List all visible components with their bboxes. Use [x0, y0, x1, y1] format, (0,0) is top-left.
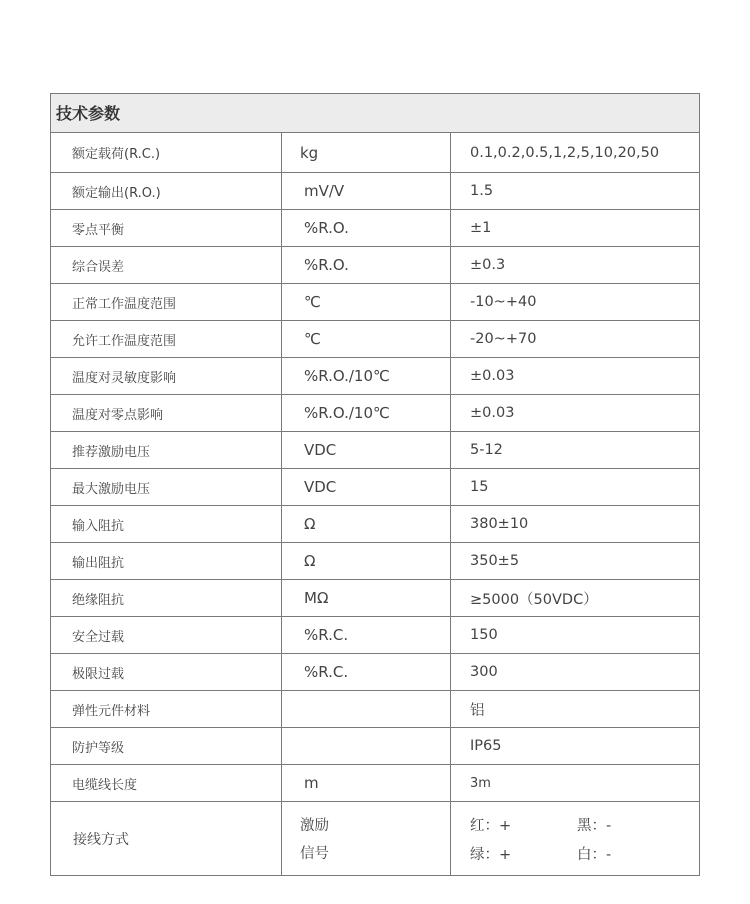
table-row: [51, 284, 699, 321]
param-name: 接线方式: [51, 802, 282, 875]
param-unit: mV/V: [282, 173, 451, 209]
param-unit: MΩ: [282, 580, 451, 616]
param-value: 150: [470, 627, 498, 643]
table-row: [51, 173, 699, 210]
param-name: 绝缘阻抗: [51, 580, 282, 616]
param-value: 350±5: [470, 553, 520, 569]
param-unit: m: [282, 765, 451, 801]
wire-red: 红：+: [470, 817, 512, 834]
param-name: 零点平衡: [51, 210, 282, 246]
table-row: [51, 765, 699, 802]
table-row: [51, 321, 699, 358]
param-name: 温度对灵敏度影响: [51, 358, 282, 394]
param-unit: %R.C.: [282, 654, 451, 690]
param-value: 15: [470, 479, 489, 495]
param-name: 防护等级: [51, 728, 282, 764]
table-row: [51, 133, 699, 173]
param-unit: VDC: [282, 432, 451, 468]
param-name: 极限过载: [51, 654, 282, 690]
wiring-label-signal: 信号: [300, 846, 329, 862]
param-unit: Ω: [282, 543, 451, 579]
param-name: 额定载荷(R.C.): [51, 133, 282, 172]
table-row: [51, 247, 699, 284]
param-name: 允许工作温度范围: [51, 321, 282, 357]
param-name: 综合误差: [51, 247, 282, 283]
param-value: 300: [470, 664, 498, 680]
param-name: 推荐激励电压: [51, 432, 282, 468]
table-row: [51, 395, 699, 432]
param-unit: kg: [282, 133, 451, 172]
wiring-labels: [282, 802, 451, 875]
param-value: ±0.03: [470, 368, 515, 384]
param-value: 5-12: [470, 442, 503, 458]
table-row: [51, 432, 699, 469]
param-name: 电缆线长度: [51, 765, 282, 801]
table-row: [51, 654, 699, 691]
param-unit: %R.O./10℃: [282, 395, 451, 431]
table-row: [51, 728, 699, 765]
param-value: 380±10: [470, 516, 529, 532]
param-value: 3m: [470, 775, 491, 791]
param-unit: [282, 728, 451, 764]
param-unit: %R.O.: [282, 210, 451, 246]
table-row: [51, 210, 699, 247]
param-value: 铝: [470, 702, 485, 719]
param-name: 最大激励电压: [51, 469, 282, 505]
param-unit: Ω: [282, 506, 451, 542]
param-unit: ℃: [282, 321, 451, 357]
param-name: 正常工作温度范围: [51, 284, 282, 320]
param-unit: VDC: [282, 469, 451, 505]
table-row: [51, 580, 699, 617]
spec-table: [50, 93, 700, 876]
param-value: -20~+70: [470, 331, 537, 347]
param-value: ≥5000（50VDC）: [470, 591, 598, 608]
param-value: IP65: [470, 738, 502, 754]
param-name: 弹性元件材料: [51, 691, 282, 727]
param-unit: %R.O./10℃: [282, 358, 451, 394]
param-value: ±1: [470, 220, 492, 236]
param-value: 1.5: [470, 183, 494, 199]
table-row: [51, 506, 699, 543]
table-row: [51, 469, 699, 506]
table-row: [51, 543, 699, 580]
wire-white: 白：-: [577, 846, 612, 863]
param-value: ±0.03: [470, 405, 515, 421]
table-row: [51, 617, 699, 654]
table-row: [51, 358, 699, 395]
param-name: 温度对零点影响: [51, 395, 282, 431]
wiring-colors: [451, 802, 699, 875]
param-value: ±0.3: [470, 257, 506, 273]
param-unit: %R.C.: [282, 617, 451, 653]
wiring-label-excitation: 激励: [300, 818, 329, 834]
param-name: 额定输出(R.O.): [51, 173, 282, 209]
param-unit: [282, 691, 451, 727]
param-name: 输入阻抗: [51, 506, 282, 542]
wiring-row: [51, 802, 699, 875]
wire-green: 绿：+: [470, 846, 512, 863]
param-name: 输出阻抗: [51, 543, 282, 579]
table-row: [51, 691, 699, 728]
table-title: 技术参数: [51, 94, 699, 133]
param-name: 安全过载: [51, 617, 282, 653]
param-unit: ℃: [282, 284, 451, 320]
param-value: -10~+40: [470, 294, 537, 310]
param-value: 0.1,0.2,0.5,1,2,5,10,20,50: [470, 144, 660, 161]
wire-black: 黑：-: [577, 817, 612, 834]
param-unit: %R.O.: [282, 247, 451, 283]
